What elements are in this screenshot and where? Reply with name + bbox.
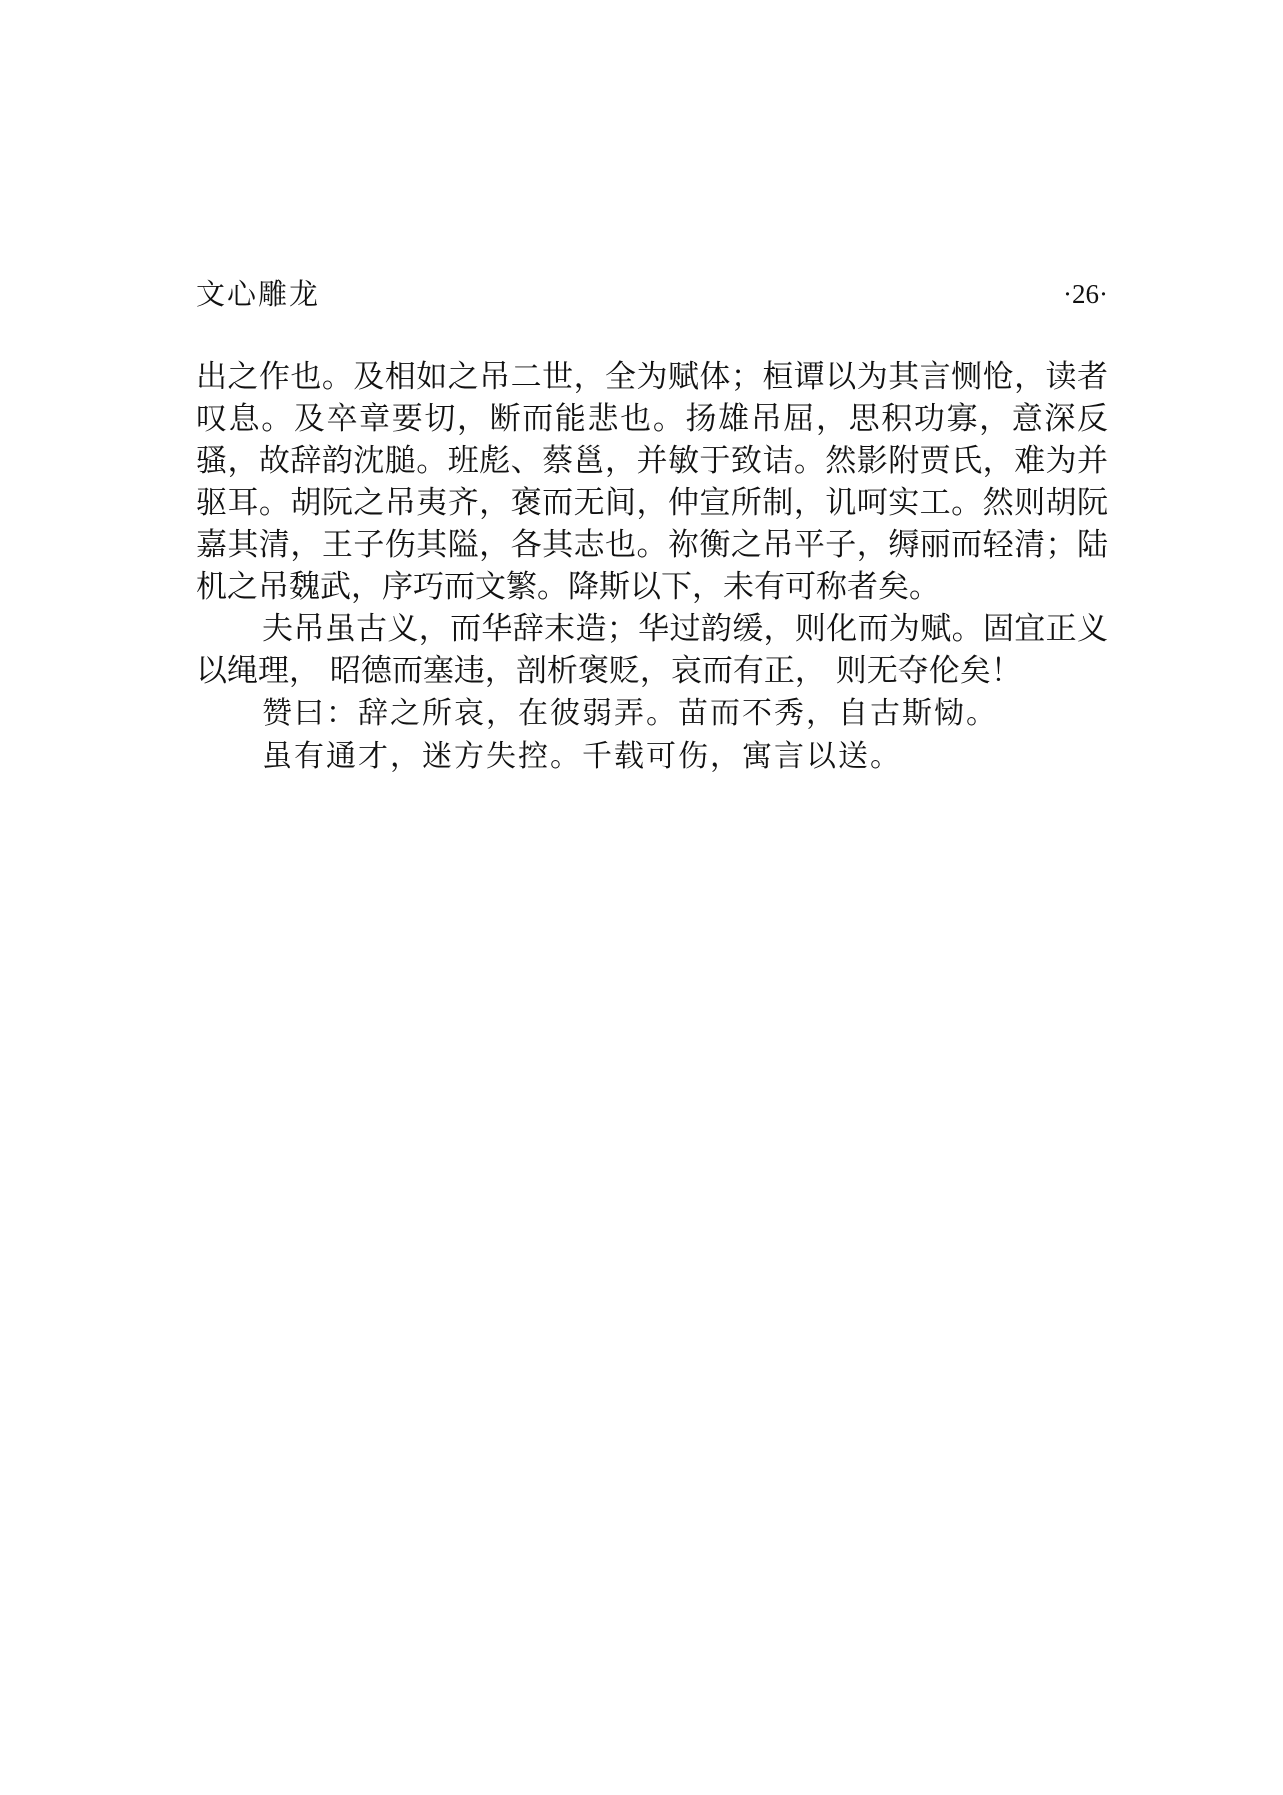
page-number: ·26· bbox=[1063, 279, 1108, 309]
zan-line-1: 赞曰：辞之所哀，在彼弱弄。苗而不秀，自古斯恸。 bbox=[262, 696, 998, 731]
paragraph-1: 出之作也。及相如之吊二世，全为赋体；桓谭以为其言恻怆，读者叹息。及卒章要切，断而能悲也。扬雄吊屈，思积功寡，意深反骚，故辞韵沈膇。班彪、蔡邕，并敏于致诘。然影附贾氏，难为并驱耳。胡阮之吊夷齐，褒而无间，仲宣所制，讥呵实工。然则胡阮嘉其清，王子伤其隘，各其志也。祢衡之吊平子，缛丽而轻清；陆机之吊魏武，序巧而文繁。降斯以下，未有可称者矣。 bbox=[196, 359, 1108, 605]
page-body bbox=[196, 356, 1108, 778]
zan-line-2: 虽有通才，迷方失控。千载可伤，寓言以送。 bbox=[262, 739, 902, 774]
page-header bbox=[196, 272, 1108, 316]
paragraph-2: 夫吊虽古义，而华辞末造；华过韵缓，则化而为赋。固宜正义以绳理， 昭德而塞违，剖析褒贬，哀而有正， 则无夺伦矣！ bbox=[196, 611, 1108, 689]
book-title: 文心雕龙 bbox=[196, 277, 321, 311]
